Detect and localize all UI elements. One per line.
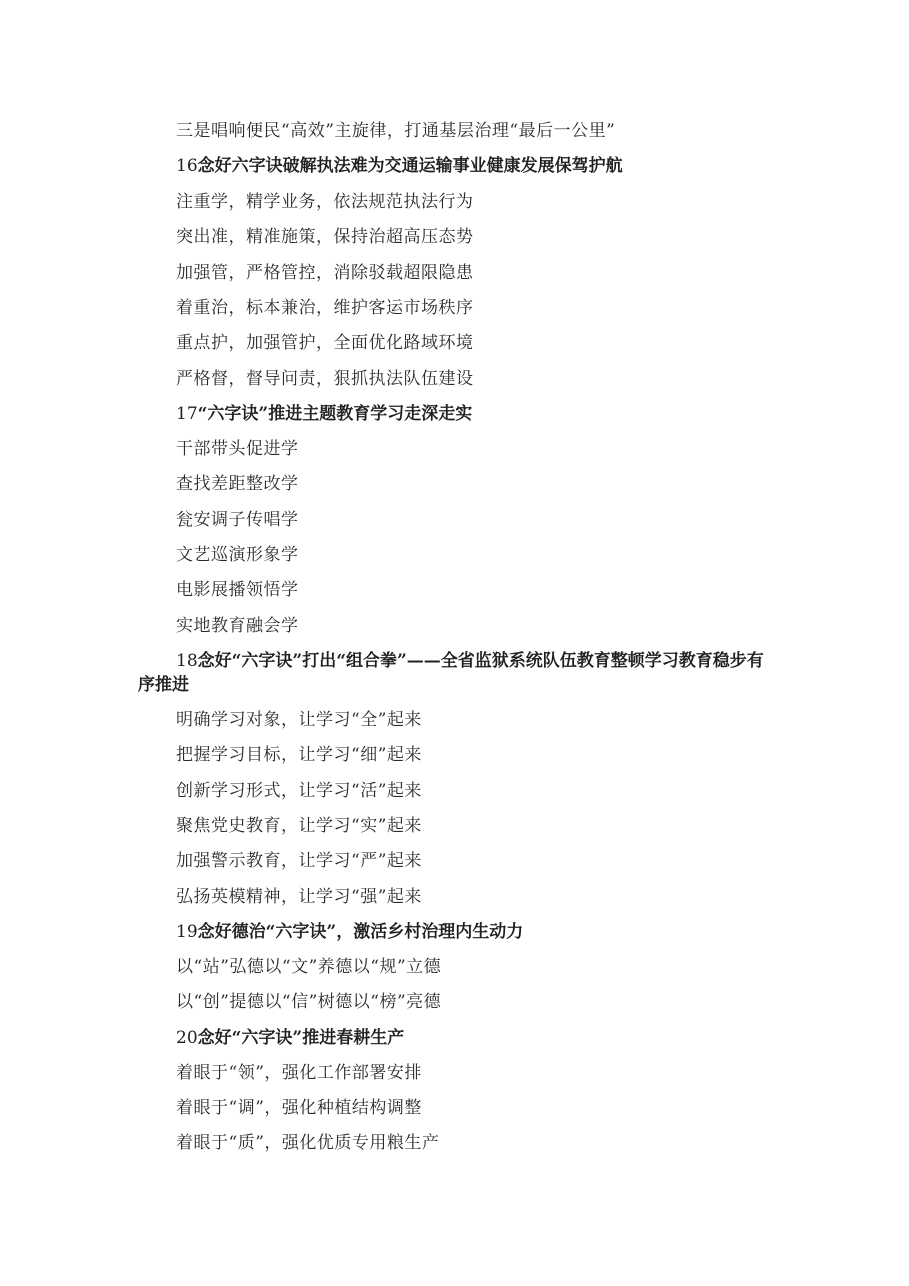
list-item: 着眼于“质”，强化优质专用粮生产 [176,1133,440,1153]
intro-line: 三是唱响便民“高效”主旋律，打通基层治理“最后一公里” [176,121,616,141]
list-item: 着眼于“领”，强化工作部署安排 [176,1063,422,1083]
section-heading-17 [176,403,472,425]
list-item: 严格督，督导问责，狠抓执法队伍建设 [176,369,474,389]
list-item: 注重学，精学业务，依法规范执法行为 [176,192,474,212]
list-item: 重点护，加强管护，全面优化路域环境 [176,333,474,353]
list-item: 把握学习目标，让学习“细”起来 [176,745,422,765]
section-heading-19 [176,921,523,943]
section-number: 16 [176,156,198,176]
list-item: 文艺巡演形象学 [176,545,299,565]
list-item: 加强警示教育，让学习“严”起来 [176,851,422,871]
list-item: 实地教育融会学 [176,616,299,636]
section-heading-16 [176,155,623,177]
list-item: 加强管，严格管控，消除驳载超限隐患 [176,263,474,283]
list-item: 查找差距整改学 [176,474,299,494]
section-title: 念好“六字诀”推进春耕生产 [197,1028,405,1048]
list-item: 聚焦党史教育，让学习“实”起来 [176,816,422,836]
section-heading-18 [138,649,778,697]
list-item: 着眼于“调”，强化种植结构调整 [176,1098,422,1118]
section-title: 念好德治“六字诀”，激活乡村治理内生动力 [197,922,524,942]
section-heading-20 [176,1027,404,1049]
section-title: 念好六字诀破解执法难为交通运输事业健康发展保驾护航 [197,156,623,176]
section-title: “六字诀”推进主题教育学习走深走实 [197,404,473,424]
section-number: 17 [176,404,198,424]
section-title: 念好“六字诀”打出“组合拳”——全省监狱系统队伍教育整顿学习教育稳步有序推进 [138,651,764,695]
list-item: 明确学习对象，让学习“全”起来 [176,710,422,730]
list-item: 弘扬英模精神，让学习“强”起来 [176,887,422,907]
section-number: 20 [176,1028,198,1048]
list-item: 以“创”提德以“信”树德以“榜”亮德 [176,992,442,1012]
list-item: 突出准，精准施策，保持治超高压态势 [176,227,474,247]
list-item: 着重治，标本兼治，维护客运市场秩序 [176,298,474,318]
section-number: 19 [176,922,198,942]
section-number: 18 [176,651,198,671]
list-item: 以“站”弘德以“文”养德以“规”立德 [176,957,442,977]
list-item: 电影展播领悟学 [176,580,299,600]
list-item: 创新学习形式，让学习“活”起来 [176,781,422,801]
list-item: 瓮安调子传唱学 [176,510,299,530]
list-item: 干部带头促进学 [176,439,299,459]
